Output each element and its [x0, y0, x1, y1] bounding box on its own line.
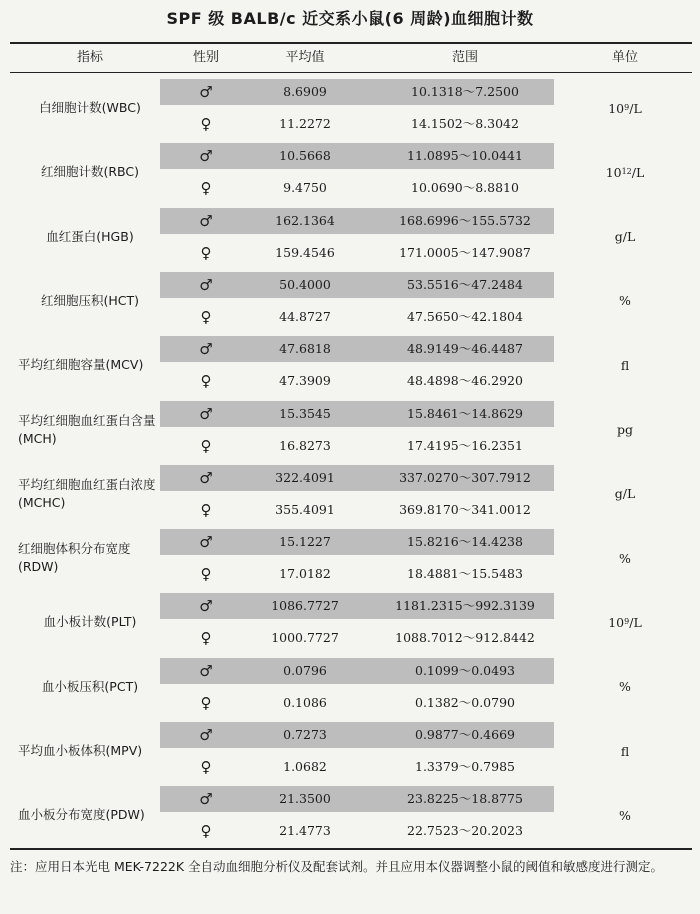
unit-value: fl	[620, 743, 630, 759]
metric-name: 血红蛋白(HGB)	[46, 228, 134, 244]
female-mean-value: 11.2272	[279, 116, 331, 131]
sex-male-symbol: ♂	[199, 790, 213, 809]
sex-female-symbol: ♀	[200, 693, 212, 712]
sex-female-symbol: ♀	[200, 436, 212, 455]
table-row	[0, 655, 700, 719]
metric-name: 平均血小板体积(MPV)	[18, 743, 143, 758]
male-range-value: 0.1099～0.0493	[415, 662, 515, 678]
male-mean-value: 47.6818	[279, 341, 331, 357]
unit-value: %	[619, 679, 631, 695]
male-mean-value: 15.3545	[279, 405, 331, 421]
female-range-value: 14.1502～8.3042	[411, 116, 519, 131]
sex-female-symbol: ♀	[200, 372, 212, 391]
female-mean-value: 1000.7727	[271, 630, 339, 646]
male-mean-value: 10.5668	[279, 148, 331, 164]
sex-male-symbol: ♂	[199, 661, 213, 680]
header-mean: 平均值	[285, 50, 325, 65]
unit-base: 10	[608, 100, 625, 116]
female-range-value: 369.8170～341.0012	[399, 501, 531, 517]
unit-base: 10	[608, 614, 625, 630]
female-range-value: 22.7523～20.2023	[407, 823, 523, 839]
header-sex: 性别	[192, 50, 219, 65]
male-mean-value: 162.1364	[275, 212, 335, 228]
female-mean-value: 9.4750	[283, 180, 327, 196]
sex-male-symbol: ♂	[199, 211, 213, 230]
unit-suffix: /L	[631, 164, 645, 180]
header-range: 范围	[451, 50, 478, 65]
metric-name: 白细胞计数(WBC)	[39, 100, 141, 115]
female-mean-value: 17.0182	[279, 566, 331, 582]
male-range-value: 168.6996～155.5732	[399, 212, 531, 228]
unit-value: 10 9 /L	[608, 614, 642, 630]
male-mean-value: 1086.7727	[271, 598, 339, 614]
table-row	[0, 590, 700, 654]
table-row	[0, 269, 700, 333]
unit-value: 10 9 /L	[608, 100, 642, 116]
male-mean-value: 21.3500	[279, 791, 331, 807]
sex-male-symbol: ♂	[199, 726, 213, 744]
page-title: SPF 级 BALB/c 近交系小鼠(6 周龄)血细胞计数	[166, 9, 534, 28]
female-range-value: 18.4881～15.5483	[407, 566, 523, 582]
metric-name: 血小板压积(PCT)	[41, 678, 139, 694]
unit-value: g/L	[614, 229, 636, 245]
sex-female-symbol: ♀	[200, 179, 212, 198]
male-mean-value: 0.0796	[283, 662, 327, 678]
female-range-value: 1.3379～0.7985	[415, 759, 515, 774]
female-mean-value: 355.4091	[275, 501, 335, 517]
table-row	[0, 462, 700, 526]
metric-name: 平均红细胞容量(MCV)	[18, 357, 144, 373]
sex-female-symbol: ♀	[200, 822, 212, 841]
sex-male-symbol: ♂	[199, 147, 213, 166]
male-range-value: 23.8225～18.8775	[407, 791, 523, 807]
male-range-value: 15.8461～14.8629	[407, 405, 523, 421]
male-range-value: 10.1318～7.2500	[411, 84, 519, 99]
sex-male-symbol: ♂	[199, 340, 213, 359]
female-mean-value: 44.8727	[279, 308, 331, 324]
metric-name: 平均红细胞血红蛋白含量(MCH)	[18, 412, 156, 446]
table-row	[0, 333, 700, 397]
female-range-value: 1088.7012～912.8442	[395, 630, 535, 646]
sex-female-symbol: ♀	[200, 307, 212, 326]
sex-male-symbol: ♂	[199, 597, 213, 616]
sex-male-symbol: ♂	[199, 533, 213, 552]
male-range-value: 48.9149～46.4487	[407, 341, 523, 357]
table-row	[0, 398, 700, 462]
unit-value: %	[619, 550, 631, 566]
male-mean-value: 322.4091	[275, 469, 335, 485]
male-mean-value: 15.1227	[279, 534, 331, 550]
male-mean-value: 50.4000	[279, 276, 331, 292]
unit-suffix: /L	[629, 100, 642, 116]
female-mean-value: 16.8273	[279, 437, 331, 453]
sex-female-symbol: ♀	[200, 758, 212, 776]
female-mean-value: 159.4546	[275, 244, 335, 260]
table-bottom-rule	[10, 848, 692, 850]
table-row	[0, 526, 700, 590]
female-mean-value: 47.3909	[279, 373, 331, 389]
female-range-value: 48.4898～46.2920	[407, 373, 523, 389]
sex-male-symbol: ♂	[199, 83, 213, 101]
male-mean-value: 8.6909	[283, 84, 327, 99]
female-range-value: 17.4195～16.2351	[407, 437, 523, 453]
table-note: 注：应用日本光电 MEK-7222K 全自动血细胞分析仪及配套试剂。并且应用本仪器调整小鼠的阈值和敏感度进行测定。	[10, 859, 664, 874]
sex-female-symbol: ♀	[200, 629, 212, 648]
unit-value: %	[619, 807, 631, 823]
female-mean-value: 21.4773	[279, 823, 331, 839]
metric-name: 红细胞压积(HCT)	[40, 292, 140, 308]
sex-male-symbol: ♂	[199, 404, 213, 423]
male-range-value: 15.8216～14.4238	[407, 534, 523, 550]
male-mean-value: 0.7273	[283, 727, 327, 742]
unit-base: 10	[605, 164, 622, 180]
table-header	[0, 44, 700, 72]
female-range-value: 10.0690～8.8810	[411, 180, 519, 196]
table-row	[0, 205, 700, 269]
table-row	[0, 140, 700, 204]
female-range-value: 171.0005～147.9087	[399, 244, 531, 260]
female-range-value: 0.1382～0.0790	[415, 694, 515, 710]
table-row	[0, 783, 700, 847]
table-header-rule	[10, 72, 692, 73]
unit-value: fl	[620, 357, 630, 373]
metric-name: 红细胞体积分布宽度(RDW)	[18, 541, 131, 575]
table-row	[0, 76, 700, 140]
male-range-value: 337.0270～307.7912	[399, 469, 531, 485]
metric-name: 血小板计数(PLT)	[43, 614, 137, 630]
sex-male-symbol: ♂	[199, 275, 213, 294]
sex-female-symbol: ♀	[200, 565, 212, 584]
male-range-value: 0.9877～0.4669	[415, 727, 515, 742]
female-range-value: 47.5650～42.1804	[407, 308, 523, 324]
female-mean-value: 0.1086	[283, 694, 327, 710]
unit-value: %	[619, 293, 631, 309]
unit-value: g/L	[614, 486, 636, 502]
metric-name: 血小板分布宽度(PDW)	[18, 807, 145, 823]
sex-female-symbol: ♀	[200, 115, 212, 133]
sex-male-symbol: ♂	[199, 468, 213, 487]
unit-value: 10 12 /L	[605, 164, 645, 180]
male-range-value: 11.0895～10.0441	[407, 148, 523, 164]
unit-value: pg	[616, 422, 633, 437]
unit-suffix: /L	[629, 614, 642, 630]
header-metric: 指标	[76, 50, 103, 65]
header-unit: 单位	[611, 50, 638, 65]
male-range-value: 1181.2315～992.3139	[395, 598, 535, 614]
metric-name: 平均红细胞血红蛋白浓度(MCHC)	[18, 476, 156, 510]
table-row	[0, 719, 700, 783]
male-range-value: 53.5516～47.2484	[407, 276, 523, 292]
sex-female-symbol: ♀	[200, 500, 212, 519]
sex-female-symbol: ♀	[200, 243, 212, 262]
metric-name: 红细胞计数(RBC)	[40, 164, 140, 180]
female-mean-value: 1.0682	[283, 759, 327, 774]
